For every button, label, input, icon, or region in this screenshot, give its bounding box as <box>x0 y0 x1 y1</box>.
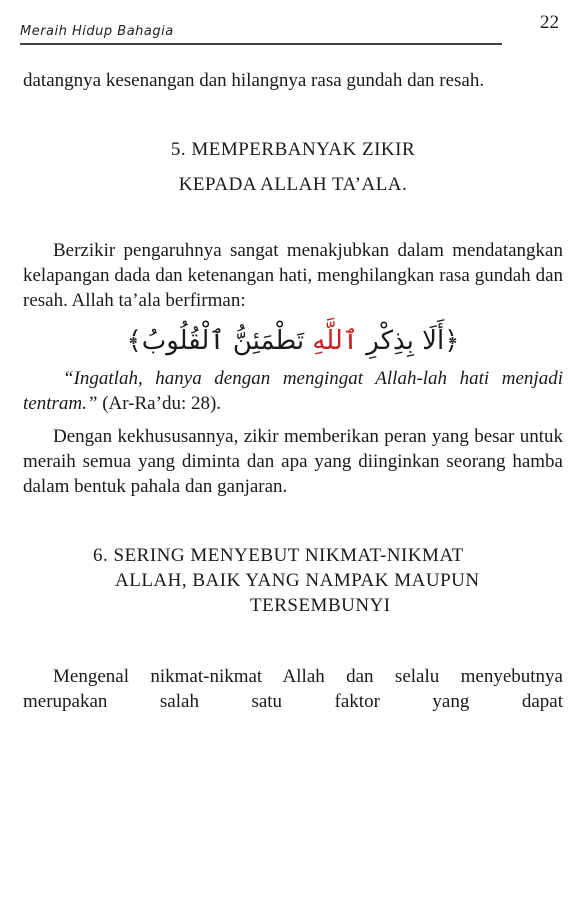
arabic-word-allah: ٱللَّهِ <box>312 326 359 356</box>
section-6-heading-line-2: ALLAH, BAIK YANG NAMPAK MAUPUN <box>115 570 480 591</box>
arabic-verse-start: ﴿أَلَا بِذِكْرِ <box>358 326 460 356</box>
paragraph-nikmat: Mengenal nikmat-nikmat Allah dan selalu menyebutnya merupakan salah satu faktor yang dapat <box>23 666 563 712</box>
header-rule <box>20 43 502 45</box>
paragraph-continuation: datangnya kesenangan dan hilangnya rasa gundah dan resah. <box>23 70 485 91</box>
section-5-heading-line-2: KEPADA ALLAH TA’ALA. <box>178 174 408 195</box>
paragraph-zikir-intro: Berzikir pengaruhnya sangat menakjubkan dalam mendatangkan kelapangan dada dan ketenangan hati, menghilangkan rasa gundah dan resah. Allah ta’ala berfirman: <box>23 240 563 311</box>
section-6-heading-line-3: TERSEMBUNYI <box>250 595 391 616</box>
section-6-heading-line-1: 6. SERING MENYEBUT NIKMAT-NIKMAT <box>93 545 464 566</box>
arabic-verse-end: تَطْمَئِنُّ ٱلْقُلُوبُ﴾ <box>126 326 313 356</box>
translation-text: “Ingatlah, hanya dengan mengingat Allah-lah hati menjadi tentram.” <box>23 368 563 414</box>
quran-verse-arabic <box>23 326 563 356</box>
page-body <box>23 68 563 714</box>
paragraph-zikir-benefit: Dengan kekhususannya, zikir memberikan peran yang besar untuk meraih semua yang diminta dan apa yang diinginkan seorang hamba dalam bentuk pahala dan ganjaran. <box>23 426 563 497</box>
section-5-heading-line-1: 5. MEMPERBANYAK ZIKIR <box>170 139 416 160</box>
verse-reference: (Ar-Ra’du: 28). <box>97 393 222 414</box>
page-number: 22 <box>540 12 559 33</box>
verse-translation <box>23 366 563 416</box>
running-header-title: Meraih Hidup Bahagia <box>20 24 174 39</box>
